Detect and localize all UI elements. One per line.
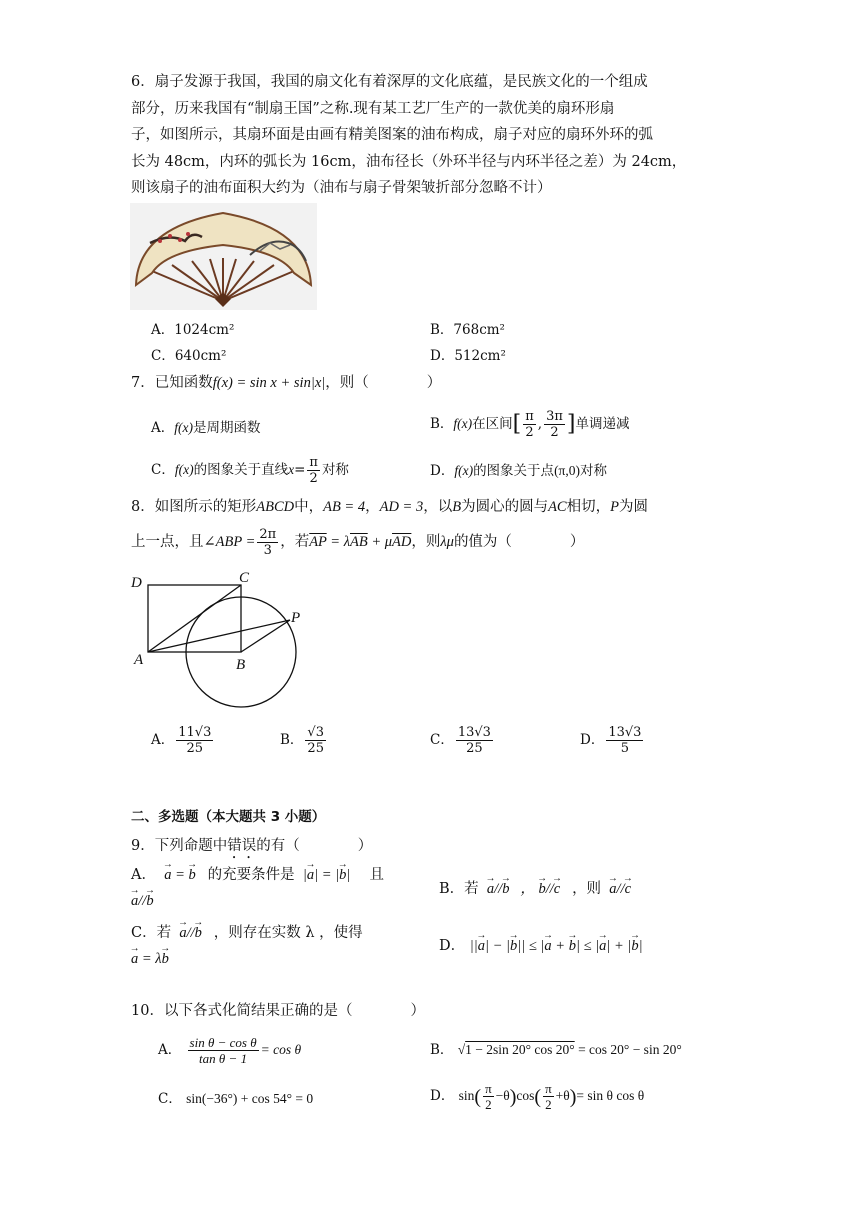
q8-line-1 — [131, 494, 648, 521]
fan-illustration — [130, 203, 317, 310]
q10-stem: 10．以下各式化简结果正确的是（ ） — [131, 1003, 425, 1019]
label-a: A — [134, 652, 144, 668]
q10-b-label: B． — [430, 1042, 454, 1058]
q7-stem — [131, 370, 441, 397]
q8-t3: 中， — [294, 499, 324, 515]
q7-a-fx: f(x) — [174, 420, 193, 435]
q9-b-then: ，则 — [572, 881, 602, 897]
q8-option-b[interactable]: B． $\frac{√3}{25}$ — [280, 725, 324, 756]
label-d: D — [131, 575, 142, 591]
q7-d-label: D． — [430, 463, 455, 479]
q8-t8: B — [452, 499, 462, 515]
q7-c-post: 对称 — [321, 462, 349, 478]
q6-option-d[interactable]: D．512cm² — [430, 348, 506, 364]
label-c: C — [239, 570, 250, 586]
q7-b-post: 单调递减 — [575, 416, 630, 432]
q10-a-label: A． — [158, 1042, 182, 1058]
q9-t1: 9．下列命题中 — [131, 838, 228, 854]
q7-a-label: A． — [151, 420, 175, 436]
q7-d-pre: 的图象关于点 — [473, 463, 555, 479]
q8-t16: ，则 — [411, 534, 441, 550]
q9-option-a[interactable]: A． a → = b → 的充要条件是 |a →| = |b →| 且 a →//b → — [131, 862, 384, 914]
q6-line-4: 长为 48cm，内环的弧长为 16cm，油布径长（外环半径与内环半径之差）为 24cm， — [131, 153, 687, 170]
q6-line-1: 6．扇子发源于我国，我国的扇文化有着深厚的文化底蕴，是民族文化的一个组成 — [131, 74, 648, 90]
q8-c-label: C． — [430, 732, 454, 748]
q8-option-d[interactable]: D． $\frac{13√3}{5}$ — [580, 725, 642, 756]
rectangle-circle-figure — [128, 566, 328, 716]
q10-d-label: D． — [430, 1088, 455, 1104]
q9-a-mid: 的充要条件是 — [207, 867, 295, 883]
q6-stem — [131, 69, 686, 202]
q8-option-a[interactable]: A． $\frac{11√3}{25}$ — [151, 725, 212, 756]
q7-c-label: C． — [151, 462, 175, 478]
q10-option-a[interactable]: A． $\frac{\text{sin θ − cos θ}}{\text{tan θ − 1}}$ = cos θ — [158, 1035, 302, 1066]
q8-t4: AB = 4 — [323, 499, 366, 515]
q7-option-a[interactable] — [151, 416, 260, 436]
q8-angle: ∠ABP = — [203, 534, 256, 550]
q6-option-a[interactable]: A．1024cm² — [151, 322, 235, 338]
q8-t11: 相切， — [566, 499, 611, 515]
q8-t7: ，以 — [423, 499, 453, 515]
q8-option-c[interactable]: C． $\frac{13√3}{25}$ — [430, 725, 491, 756]
q7-function: f(x) = sin x + sin|x| — [212, 375, 326, 391]
q10-option-b[interactable]: B． √1 − 2sin 20° cos 20° = cos 20° − sin 20° — [430, 1042, 682, 1058]
q9-t2: 的有（ ） — [256, 838, 373, 854]
q8-t13: 为圆 — [618, 499, 648, 515]
q9-emphasis: 错误 — [227, 838, 257, 854]
q8-t12: P — [610, 499, 619, 515]
q8-t5: ， — [365, 499, 380, 515]
q9-a-and: 且 — [369, 867, 384, 883]
q8-t17: λμ — [440, 534, 454, 550]
q8-t2: ABCD — [256, 499, 295, 515]
q7-d-fx: f(x) — [454, 463, 474, 478]
q9-option-c[interactable]: C．若 a →//b → ，则存在实数 λ ，使得 a → = λb → — [131, 920, 363, 972]
q7-option-d[interactable] — [430, 459, 607, 479]
q8-t18: 的值为（ ） — [453, 534, 585, 550]
q8-b-label: B． — [280, 732, 304, 748]
q10-option-d[interactable]: D． sin( $\frac{\pi}{2}$ −θ)cos( $\frac{\pi}{2}$ +θ)= sin θ cos θ — [430, 1081, 645, 1113]
q9-option-b[interactable]: B．若 a →//b → ， b →//c → ，则 a →//c → — [439, 876, 631, 903]
q9-b-label: B．若 — [439, 881, 479, 897]
q9-a-label: A． — [131, 867, 156, 883]
q9-c-label: C．若 — [131, 925, 172, 941]
q7-option-c[interactable]: C．f(x)的图象关于直线x= $\frac{\pi}{2}$ 对称 — [151, 455, 349, 486]
q8-line-2: 上一点，且∠ABP = $\frac{2\pi}{3}$ ，若$\overline{AP} = \lambda\overline{AB} + \mu\overline{AD}$，则λμ的值为（ ） — [131, 526, 585, 558]
q8-t14: 上一点，且 — [131, 534, 204, 550]
q7-d-post: 对称 — [580, 463, 607, 479]
q7-b-label: B． — [430, 416, 454, 432]
q8-t9: 为圆心的圆与 — [461, 499, 549, 515]
q8-d-label: D． — [580, 732, 605, 748]
q7-c-pre: 的图象关于直线 — [193, 462, 289, 478]
q9-option-d[interactable]: D． ||a →| − |b →|| ≤ |a → + b →| ≤ |a →| + |b →| — [439, 933, 643, 960]
q7-a-text: 是周期函数 — [192, 420, 261, 436]
q6-line-5: 则该扇子的油布面积大约为（油布与扇子骨架皱折部分忽略不计） — [131, 180, 552, 196]
q8-t15: ，若 — [280, 534, 310, 550]
label-p: P — [291, 610, 301, 626]
q7-b-pre: 在区间 — [472, 416, 513, 432]
q10-c-label: C． — [158, 1091, 182, 1107]
label-b: B — [236, 657, 246, 673]
q7-stem-suffix: ，则（ ） — [325, 375, 442, 391]
q6-line-3: 子，如图所示，其扇环面是由画有精美图案的油布构成，扇子对应的扇环外环的弧 — [131, 127, 653, 143]
q9-c-mid: ，则存在实数 λ ，使得 — [213, 925, 363, 941]
q10-option-c[interactable]: C． sin(−36°) + cos 54° = 0 — [158, 1091, 314, 1107]
q8-diagram — [128, 566, 328, 716]
q6-option-b[interactable]: B．768cm² — [430, 322, 505, 338]
q7-stem-prefix: 7．已知函数 — [131, 375, 213, 391]
q6-line-2: 部分，历来我国有“制扇王国”之称.现有某工艺厂生产的一款优美的扇环形扇 — [131, 100, 615, 117]
q7-c-fx: f(x) — [174, 462, 194, 477]
q7-b-fx: f(x) — [453, 416, 473, 431]
q8-t6: AD = 3 — [379, 499, 424, 515]
q7-option-b[interactable]: B．f(x)在区间[ $\frac{\pi}{2}$ , $\frac{3\pi}{2}$ ]单调递减 — [430, 409, 630, 440]
fan-image — [130, 203, 317, 310]
q8-a-label: A． — [151, 732, 175, 748]
q9-d-label: D． — [439, 938, 466, 954]
q7-d-point: (π,0) — [554, 463, 580, 478]
q8-t10: AC — [548, 499, 567, 515]
segment-bp — [241, 620, 290, 652]
section-2-heading: 二、多选题（本大题共 3 小题） — [131, 809, 326, 825]
q6-option-c[interactable]: C．640cm² — [151, 348, 227, 364]
q8-t1: 8．如图所示的矩形 — [131, 499, 257, 515]
